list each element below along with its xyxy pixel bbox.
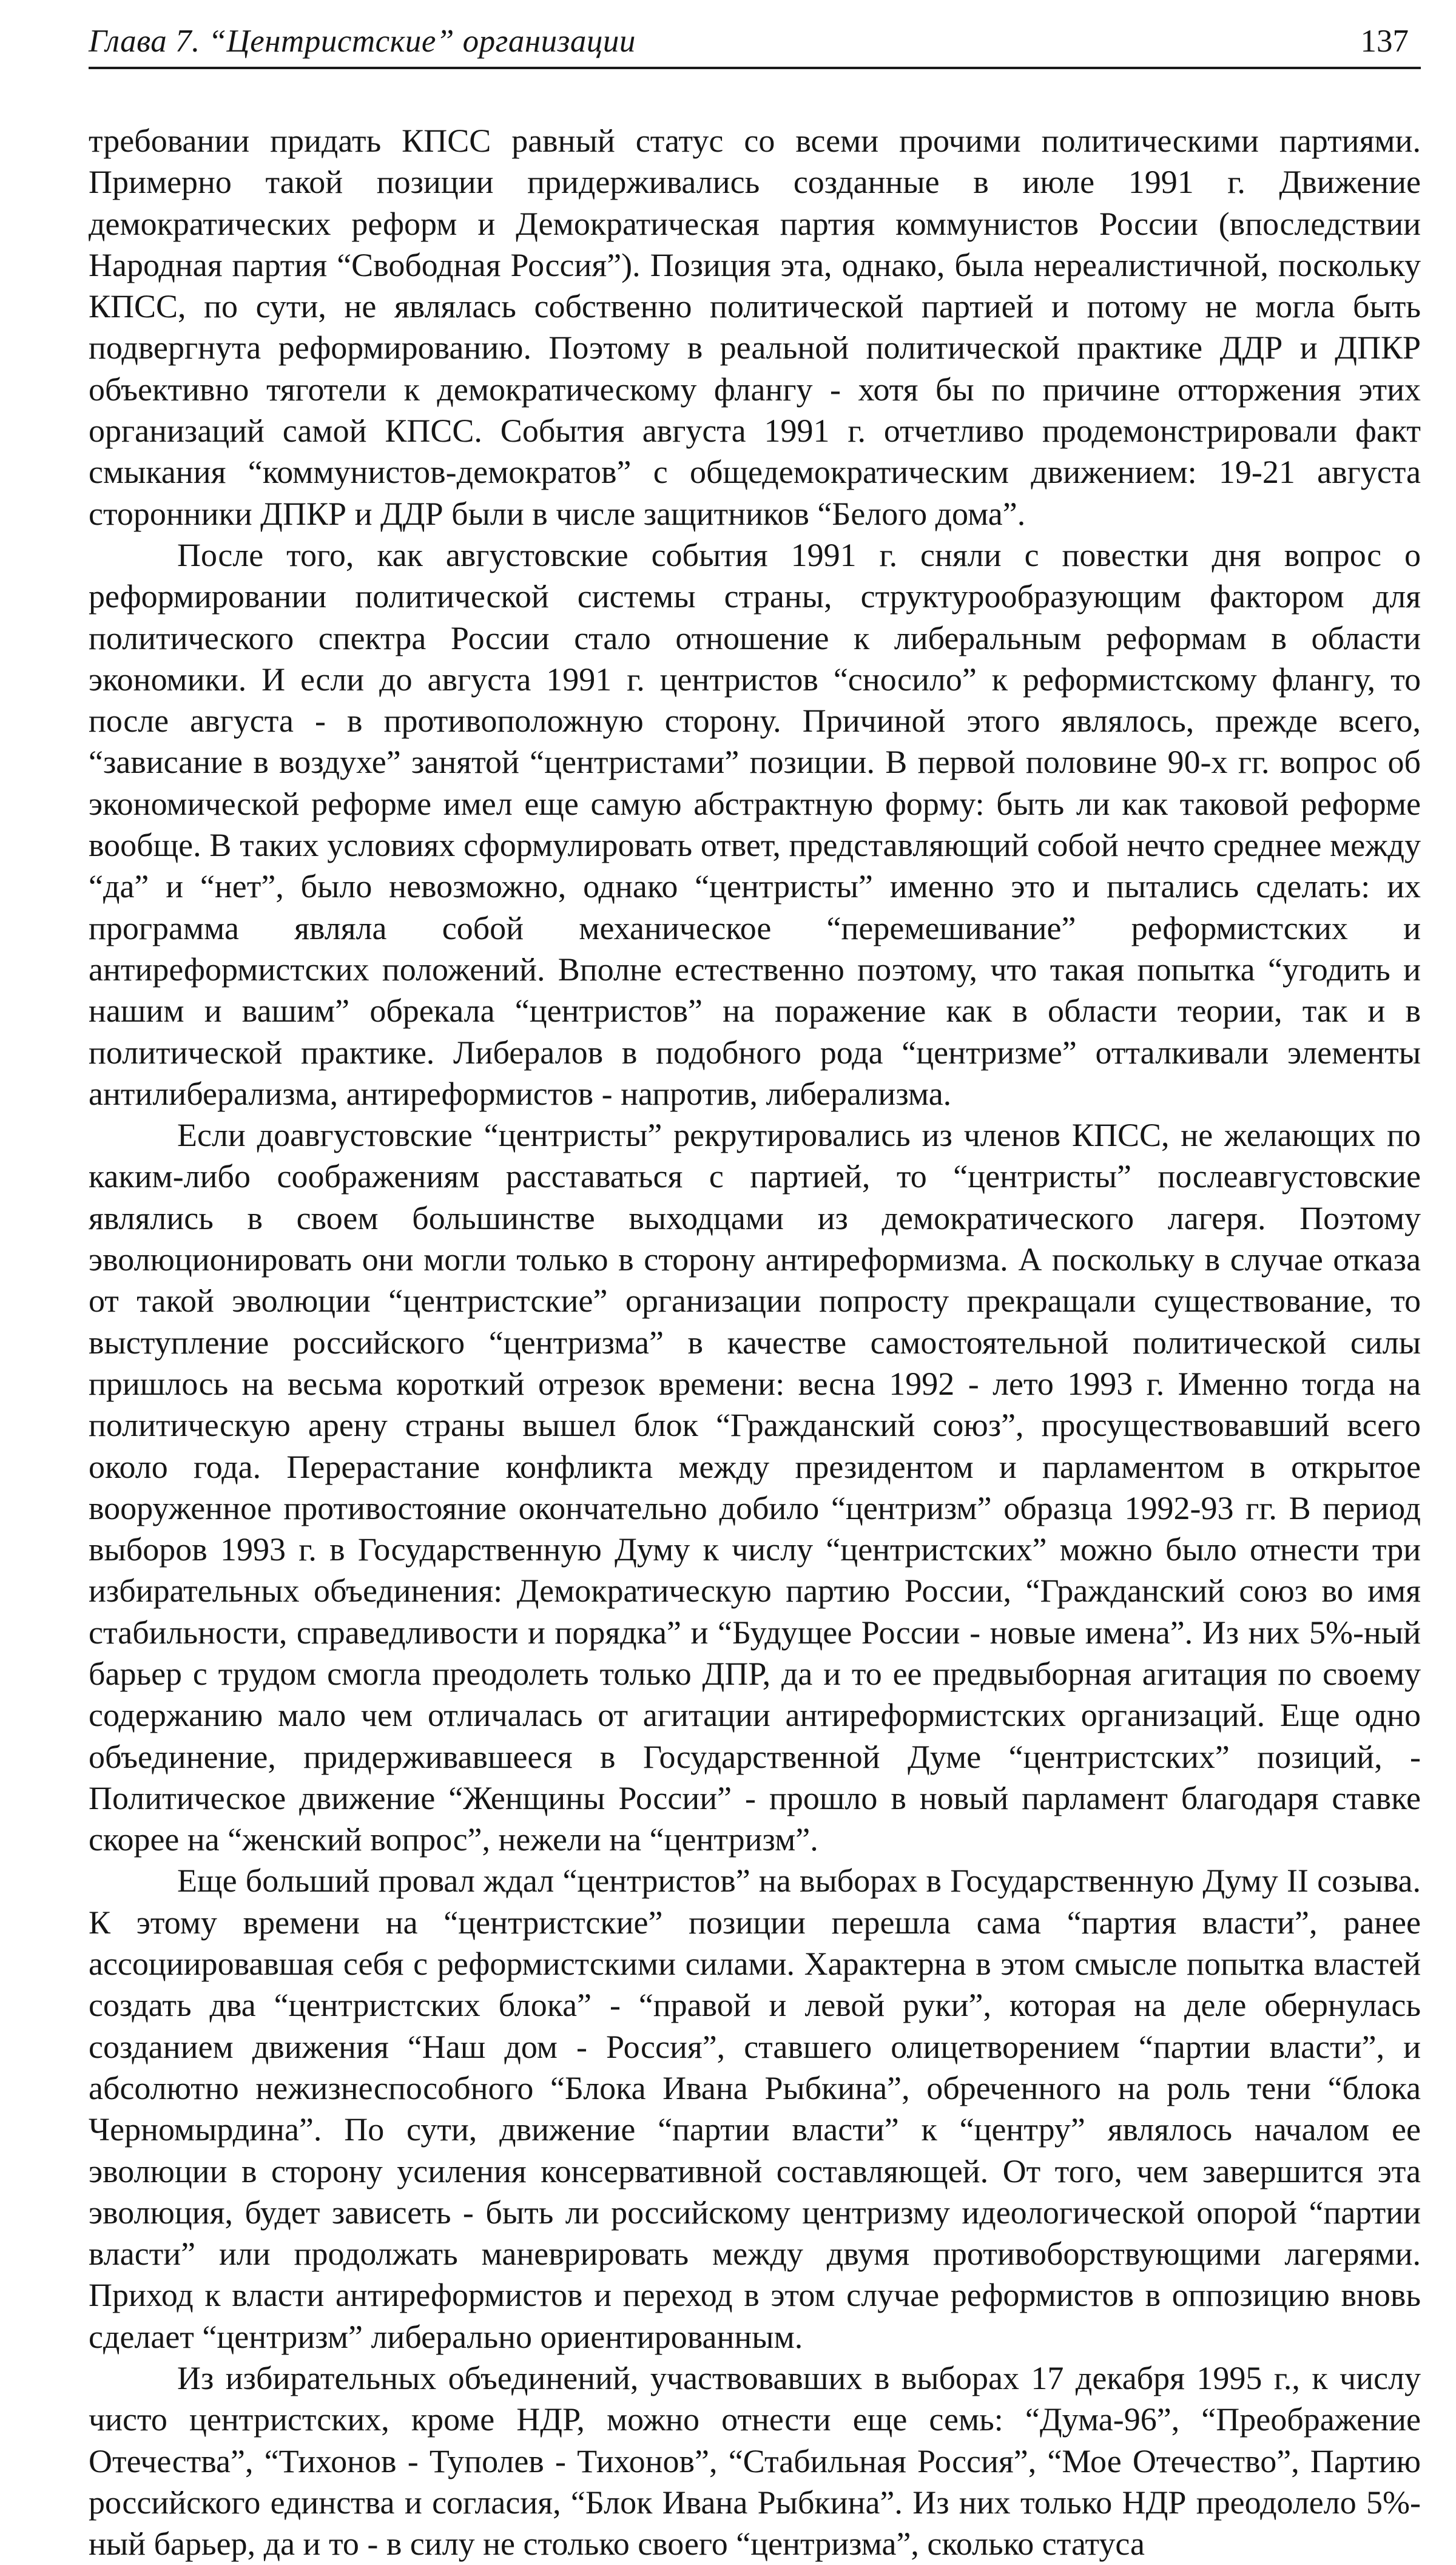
running-header [89,17,1421,69]
chapter-title: Глава 7. “Центристские” организации [89,24,636,59]
paragraph: Еще больший провал ждал “центристов” на выборах в Государственную Думу II созыва. К этому времени на “центристские” позиции перешла сама “партия власти”, ранее ассоциировавшая себя с реформистскими силами. Характерна в этом смысле попытка властей создать два “центристских блока” - “правой и левой руки”, которая на деле обернулась созданием движения “Наш дом - Россия”, ставшего олицетворением “партии власти”, и абсолютно нежизнеспособного “Блока Ивана Рыбкина”, обреченного на роль тени “блока Черномырдина”. По сути, движение “партии власти” к “центру” являлось началом ее эволюции в сторону усиления консервативной составляющей. От того, чем завершится эта эволюция, будет зависеть - быть ли российскому центризму идеологической опорой “партии власти” или продолжать маневрировать между двумя противоборствующими лагерями. Приход к власти антиреформистов и переход в этом случае реформистов в оппозицию вновь сделает “центризм” либерально ориентированным. [89,1862,1421,2355]
paragraph: Из избирательных объединений, участвовавших в выборах 17 декабря 1995 г., к числу чисто центристских, кроме НДР, можно отнести еще семь: “Дума-96”, “Преображение Отечества”, “Тихонов - Туполев - Тихонов”, “Стабильная Россия”, “Мое Отечество”, Партию российского единства и согласия, “Блок Ивана Рыбкина”. Из них только НДР преодолело 5%-ный барьер, да и то - в силу не столько своего “центризма”, сколько статуса [89,2360,1421,2563]
page-number: 137 [1360,24,1409,59]
body-text [89,120,1421,2565]
paragraph: После того, как августовские события 1991 г. сняли с повестки дня вопрос о реформировании политической системы страны, структурообразующим фактором для политического спектра России стало отношение к либеральным реформам в области экономики. И если до августа 1991 г. центристов “сносило” к реформистскому флангу, то после августа - в противоположную сторону. Причиной этого являлось, прежде всего, “зависание в воздухе” занятой “центристами” позиции. В первой половине 90-х гг. вопрос об экономической реформе имел еще самую абстрактную форму: быть ли как таковой реформе вообще. В таких условиях сформулировать ответ, представляющий собой нечто среднее между “да” и “нет”, было невозможно, однако “центристы” именно это и пытались сделать: их программа являла собой механическое “перемешивание” реформистских и антиреформистских положений. Вполне естественно поэтому, что такая попытка “угодить и нашим и вашим” обрекала “центристов” на поражение как в области теории, так и в политической практике. Либералов в подобного рода “центризме” отталкивали элементы антилиберализма, антиреформистов - напротив, либерализма. [89,536,1421,1112]
paragraph-continued: требовании придать КПСС равный статус со всеми прочими политическими партиями. Примерно такой позиции придерживались созданные в июле 1991 г. Движение демократических реформ и Демократическая партия коммунистов России (впоследствии Народная партия “Свободная Россия”). Позиция эта, однако, была нереалистичной, поскольку КПСС, по сути, не являлась собственно политической партией и потому не могла быть подвергнута реформированию. Поэтому в реальной политической практике ДДР и ДПКР объективно тяготели к демократическому флангу - хотя бы по причине отторжения этих организаций самой КПСС. События августа 1991 г. отчетливо продемонстрировали факт смыкания “коммунистов-демократов” с общедемократическим движением: 19-21 августа сторонники ДПКР и ДДР были в числе защитников “Белого дома”. [89,123,1421,532]
paragraph: Если доавгустовские “центристы” рекрутировались из членов КПСС, не желающих по каким-либо соображениям расставаться с партией, то “центристы” послеавгустовские являлись в своем большинстве выходцами из демократического лагеря. Поэтому эволюционировать они могли только в сторону антиреформизма. А поскольку в случае отказа от такой эволюции “центристские” организации попросту прекращали существование, то выступление российского “центризма” в качестве самостоятельной политической силы пришлось на весьма короткий отрезок времени: весна 1992 - лето 1993 г. Именно тогда на политическую арену страны вышел блок “Гражданский союз”, просуществовавший всего около года. Перерастание конфликта между президентом и парламентом в открытое вооруженное противостояние окончательно добило “центризм” образца 1992-93 гг. В период выборов 1993 г. в Государственную Думу к числу “центристских” можно было отнести три избирательных объединения: Демократическую партию России, “Гражданский союз во имя стабильности, справедливости и порядка” и “Будущее России - новые имена”. Из них 5%-ный барьер с трудом смогла преодолеть только ДПР, да и то ее предвыборная агитация по своему содержанию мало чем отличалась от агитации антиреформистских организаций. Еще одно объединение, придерживавшееся в Государственной Думе “центристских” позиций, - Политическое движение “Женщины России” - прошло в новый парламент благодаря ставке скорее на “женский вопрос”, нежели на “центризм”. [89,1117,1421,1858]
